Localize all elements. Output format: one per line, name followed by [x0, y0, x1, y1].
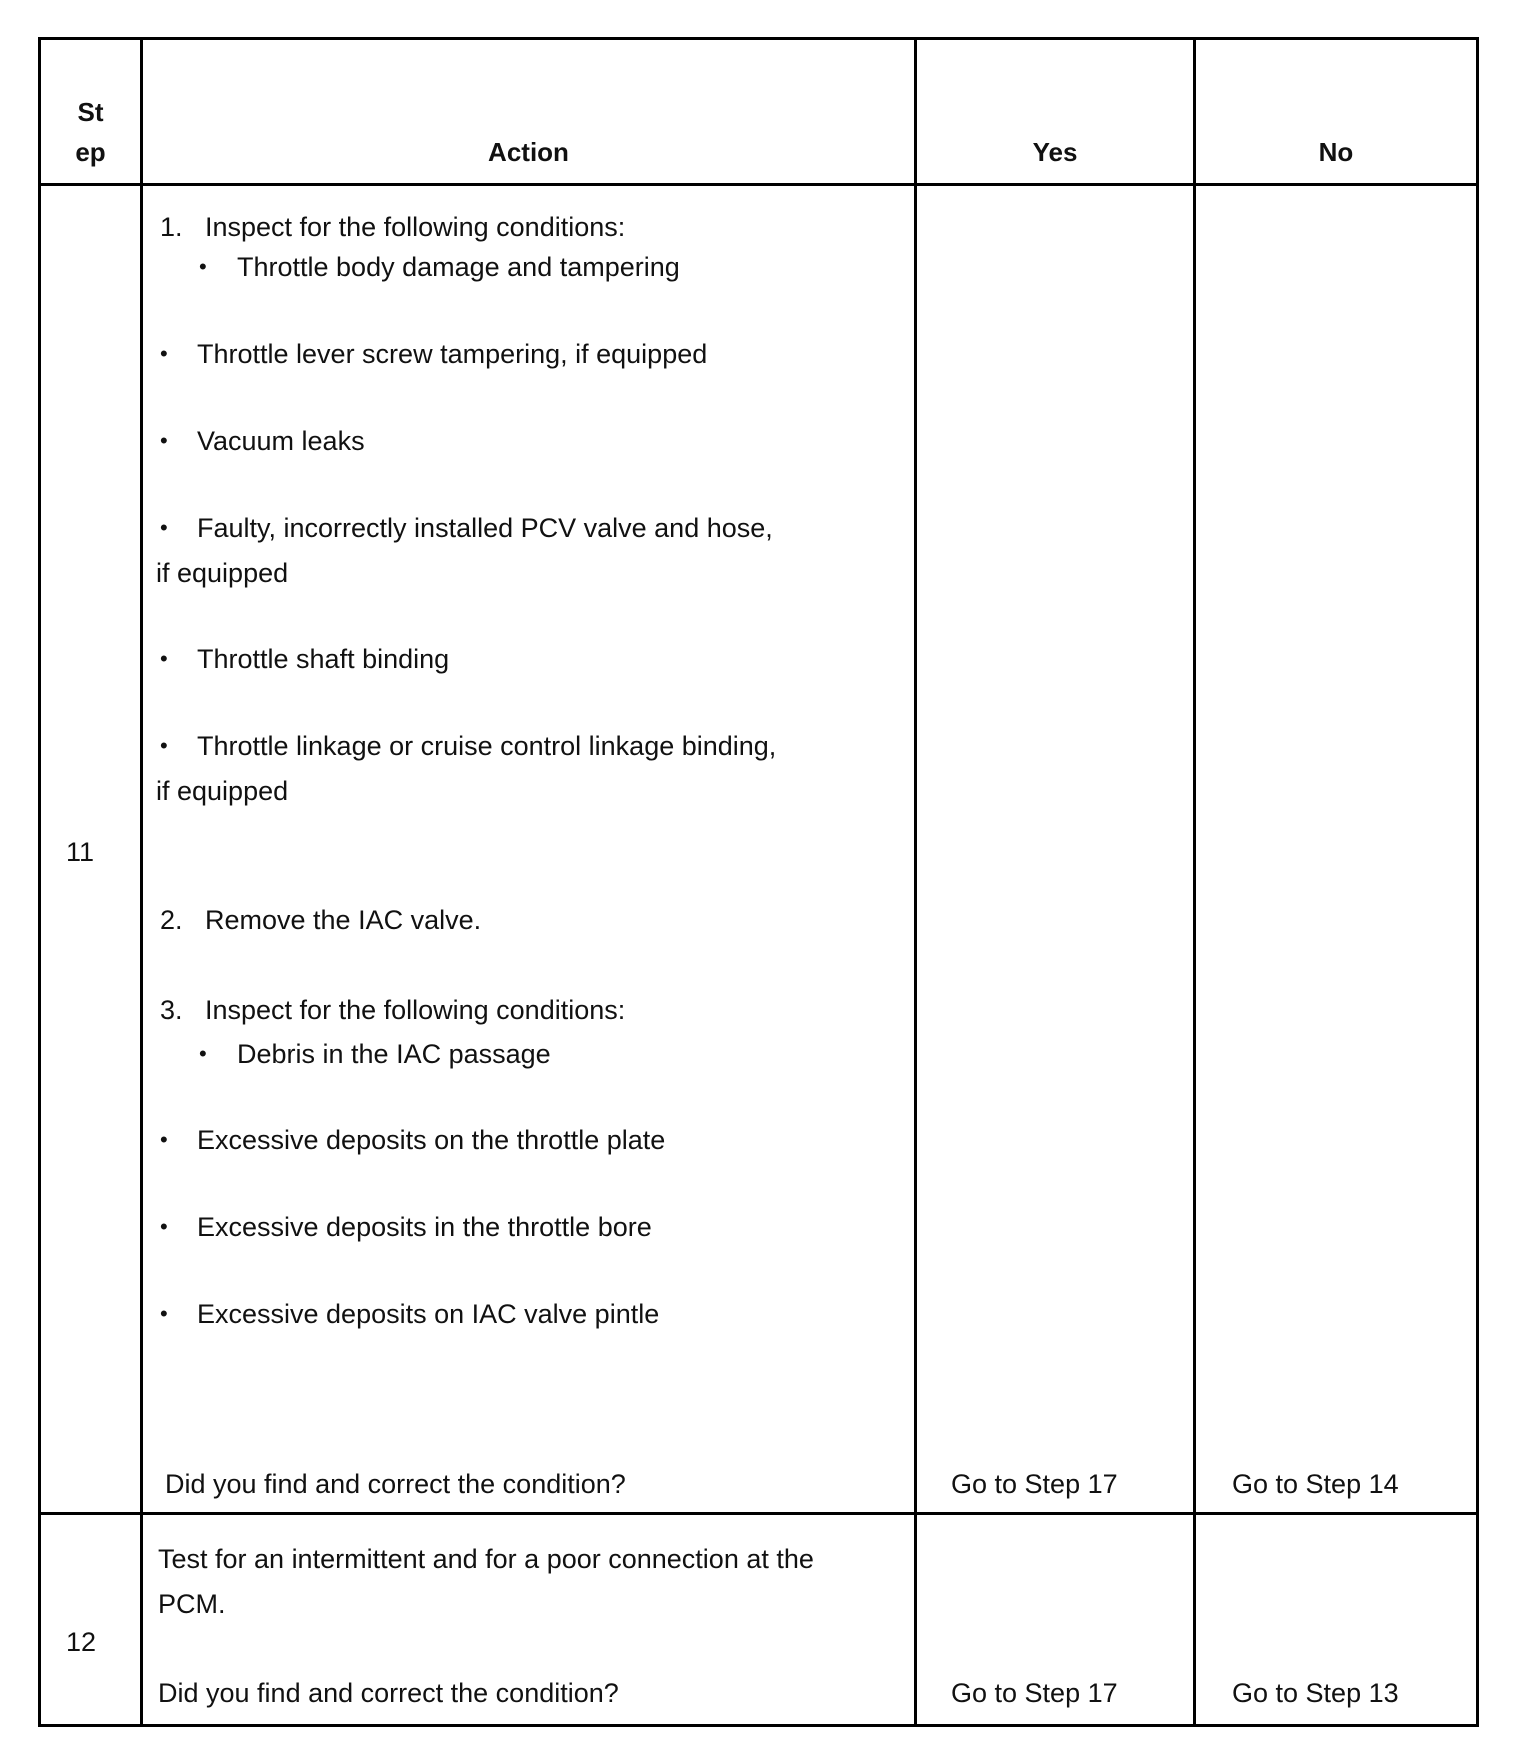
bullet-icon: • — [160, 515, 168, 540]
table-border-left — [38, 37, 41, 1727]
question-text: Did you find and correct the condition? — [165, 1469, 626, 1499]
table-border-right — [1476, 37, 1479, 1727]
table-border-bottom — [38, 1724, 1479, 1727]
list-item-number: 1. — [160, 212, 183, 242]
header-yes: Yes — [1032, 137, 1078, 167]
action-text: PCM. — [158, 1589, 226, 1619]
column-divider-step — [140, 37, 143, 1727]
header-action: Action — [488, 137, 569, 167]
no-outcome: Go to Step 13 — [1232, 1678, 1399, 1708]
bullet-icon: • — [160, 428, 168, 453]
list-item-text: Inspect for the following conditions: — [205, 212, 626, 242]
column-divider-yes — [1193, 37, 1196, 1727]
question-text: Did you find and correct the condition? — [158, 1678, 619, 1708]
bullet-text: Throttle lever screw tampering, if equipped — [197, 339, 708, 369]
bullet-icon: • — [160, 733, 168, 758]
bullet-text: Throttle shaft binding — [197, 644, 450, 674]
header-step-line2: ep — [75, 137, 106, 167]
bullet-text: Excessive deposits on IAC valve pintle — [197, 1299, 660, 1329]
header-step-line1: St — [77, 97, 104, 127]
no-outcome: Go to Step 14 — [1232, 1469, 1399, 1499]
table-border-top — [38, 37, 1479, 40]
bullet-text: Throttle linkage or cruise control linkage binding, — [197, 731, 777, 761]
bullet-continuation: if equipped — [156, 776, 289, 806]
bullet-icon: • — [160, 341, 168, 366]
row-divider — [38, 1512, 1479, 1515]
bullet-icon: • — [160, 1214, 168, 1239]
header-divider — [38, 183, 1479, 186]
column-divider-action — [914, 37, 917, 1727]
action-text: Test for an intermittent and for a poor connection at the — [158, 1544, 814, 1574]
bullet-icon: • — [199, 254, 207, 279]
bullet-icon: • — [160, 646, 168, 671]
sub-bullet-text: Debris in the IAC passage — [237, 1039, 551, 1069]
bullet-text: Faulty, incorrectly installed PCV valve and hose, — [197, 513, 773, 543]
diagnostic-table — [38, 37, 1479, 1727]
bullet-continuation: if equipped — [156, 558, 289, 588]
header-no: No — [1318, 137, 1354, 167]
bullet-text: Excessive deposits in the throttle bore — [197, 1212, 652, 1242]
step-number: 11 — [66, 837, 95, 867]
list-item-number: 3. — [160, 995, 183, 1025]
list-item-number: 2. — [160, 905, 183, 935]
yes-outcome: Go to Step 17 — [951, 1678, 1118, 1708]
yes-outcome: Go to Step 17 — [951, 1469, 1118, 1499]
bullet-text: Excessive deposits on the throttle plate — [197, 1125, 666, 1155]
list-item-text: Inspect for the following conditions: — [205, 995, 626, 1025]
list-item-text: Remove the IAC valve. — [205, 905, 482, 935]
sub-bullet-text: Throttle body damage and tampering — [237, 252, 680, 282]
bullet-icon: • — [160, 1127, 168, 1152]
bullet-text: Vacuum leaks — [197, 426, 365, 456]
bullet-icon: • — [160, 1301, 168, 1326]
step-number: 12 — [66, 1627, 97, 1657]
bullet-icon: • — [199, 1041, 207, 1066]
